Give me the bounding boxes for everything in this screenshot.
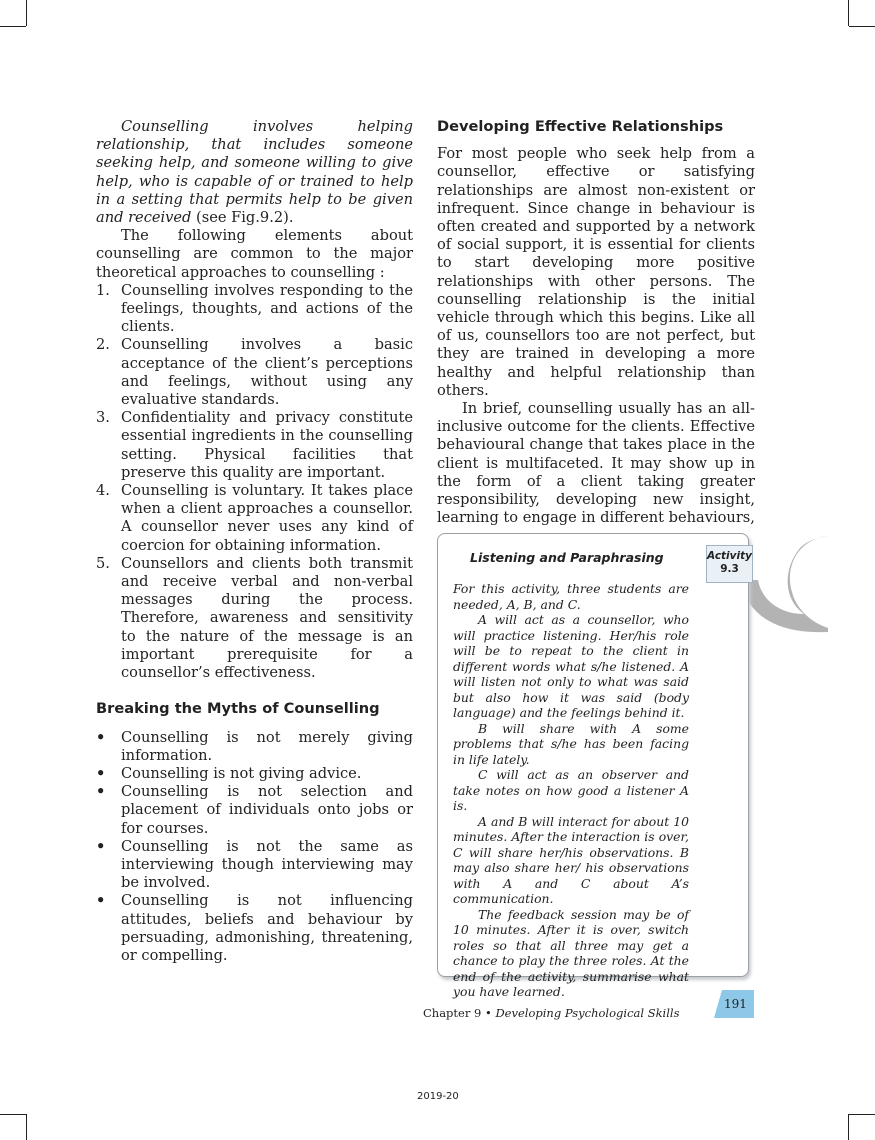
chapter-title: Developing Psychological Skills	[495, 1006, 680, 1020]
footer-bullet: •	[484, 1006, 492, 1020]
list-item: • Counselling is not influencing attitudes, beliefs and behaviour by persuading, admonishing, threatening, or compelling.	[96, 892, 413, 964]
activity-paragraph: A will act as a counsellor, who will practice listening. Her/his role will be to repeat to the client in different words what s/he listened. A will listen not only to what was said but also how it was said (body language) and the feelings behind it.	[453, 612, 689, 720]
activity-paragraph: A and B will interact for about 10 minutes. After the interaction is over, C will share her/his observations. B may also share her/ his observations with A and C about A’s communication.	[453, 813, 689, 906]
crop-mark	[26, 1114, 27, 1140]
activity-box	[437, 533, 749, 999]
crop-mark	[849, 26, 875, 27]
list-item: 1. Counselling involves responding to the feelings, thoughts, and actions of the clients.	[96, 281, 413, 336]
activity-paragraph: The feedback session may be of 10 minutes. After it is over, switch roles so that all three may get a chance to play the three roles. At the end of the activity, summarise what you have learned.	[453, 906, 689, 999]
crop-mark	[0, 1114, 26, 1115]
crop-mark	[0, 26, 26, 27]
badge-label: Activity	[707, 550, 752, 562]
crop-mark	[849, 1114, 875, 1115]
list-item: • Counselling is not merely giving information.	[96, 728, 413, 764]
list-item: 4. Counselling is voluntary. It takes place when a client approaches a counsellor. A counsellor never uses any kind of coercion for obtaining information.	[96, 482, 413, 554]
figure-reference: (see Fig.9.2).	[196, 209, 294, 227]
elements-list	[96, 282, 413, 682]
list-item: 3. Confidentiality and privacy constitute essential ingredients in the counselling setting. Physical facilities that preserve this quality are important.	[96, 409, 413, 481]
paragraph: In brief, counselling usually has an all-inclusive outcome for the clients. Effective behavioural change that takes place in the client is multifaceted. It may show up in the form of a client taking greater responsibility, developing new insight, learning to engage in different behaviours,	[437, 400, 755, 527]
activity-paragraph: B will share with A some problems that s/he has been facing in life lately.	[453, 720, 689, 767]
badge-number: 9.3	[720, 563, 739, 575]
myths-heading: Breaking the Myths of Counselling	[96, 700, 380, 718]
activity-badge	[706, 545, 753, 583]
chapter-label: Chapter 9	[423, 1006, 482, 1020]
definition-text: Counselling involves helping relationship, that includes someone seeking help, and someone willing to give help, who is capable of or trained to help in a setting that permits help to be given and received	[96, 118, 413, 227]
page-number-tab	[714, 990, 758, 1018]
right-column	[437, 118, 755, 527]
activity-paragraph: C will act as an observer and take notes on how good a listener A is.	[453, 767, 689, 813]
list-item: 5. Counsellors and clients both transmit and receive verbal and non-verbal messages during the process. Therefore, awareness and sensitivity to the nature of the message is an important prerequisite for a counsellor’s effectiveness.	[96, 554, 413, 682]
counselling-definition	[96, 118, 413, 227]
left-column	[96, 118, 413, 965]
list-item: • Counselling is not the same as interviewing though interviewing may be involved.	[96, 837, 413, 892]
activity-body	[453, 581, 689, 1000]
list-item: • Counselling is not giving advice.	[96, 764, 362, 782]
activity-paragraph: For this activity, three students are needed, A, B, and C.	[453, 581, 689, 612]
crop-mark	[26, 0, 27, 26]
page-number: 191	[724, 997, 747, 1011]
myths-list	[96, 729, 413, 966]
crop-mark	[848, 1114, 849, 1140]
list-item: 2. Counselling involves a basic acceptance of the client’s perceptions and feelings, without using any evaluative standards.	[96, 336, 413, 409]
paragraph: For most people who seek help from a counsellor, effective or satisfying relationships are almost non-existent or infrequent. Since change in behaviour is often created and supported by a network of social support, it is essential for clients to start developing more positive relationships with other persons. The counselling relationship is the initial vehicle through which this begins. Like all of us, counsellors too are not perfect, but they are trained in developing a more healthy and helpful relationship than others.	[437, 145, 755, 399]
section-heading: Developing Effective Relationships	[437, 118, 724, 135]
activity-title: Listening and Paraphrasing	[470, 550, 664, 565]
list-item: • Counselling is not selection and placement of individuals onto jobs or for courses.	[96, 783, 413, 837]
running-footer	[423, 1006, 679, 1020]
edition-year: 2019-20	[417, 1091, 459, 1102]
elements-intro: The following elements about counselling are common to the major theoretical approaches to counselling :	[96, 227, 413, 281]
crop-mark	[848, 0, 849, 26]
